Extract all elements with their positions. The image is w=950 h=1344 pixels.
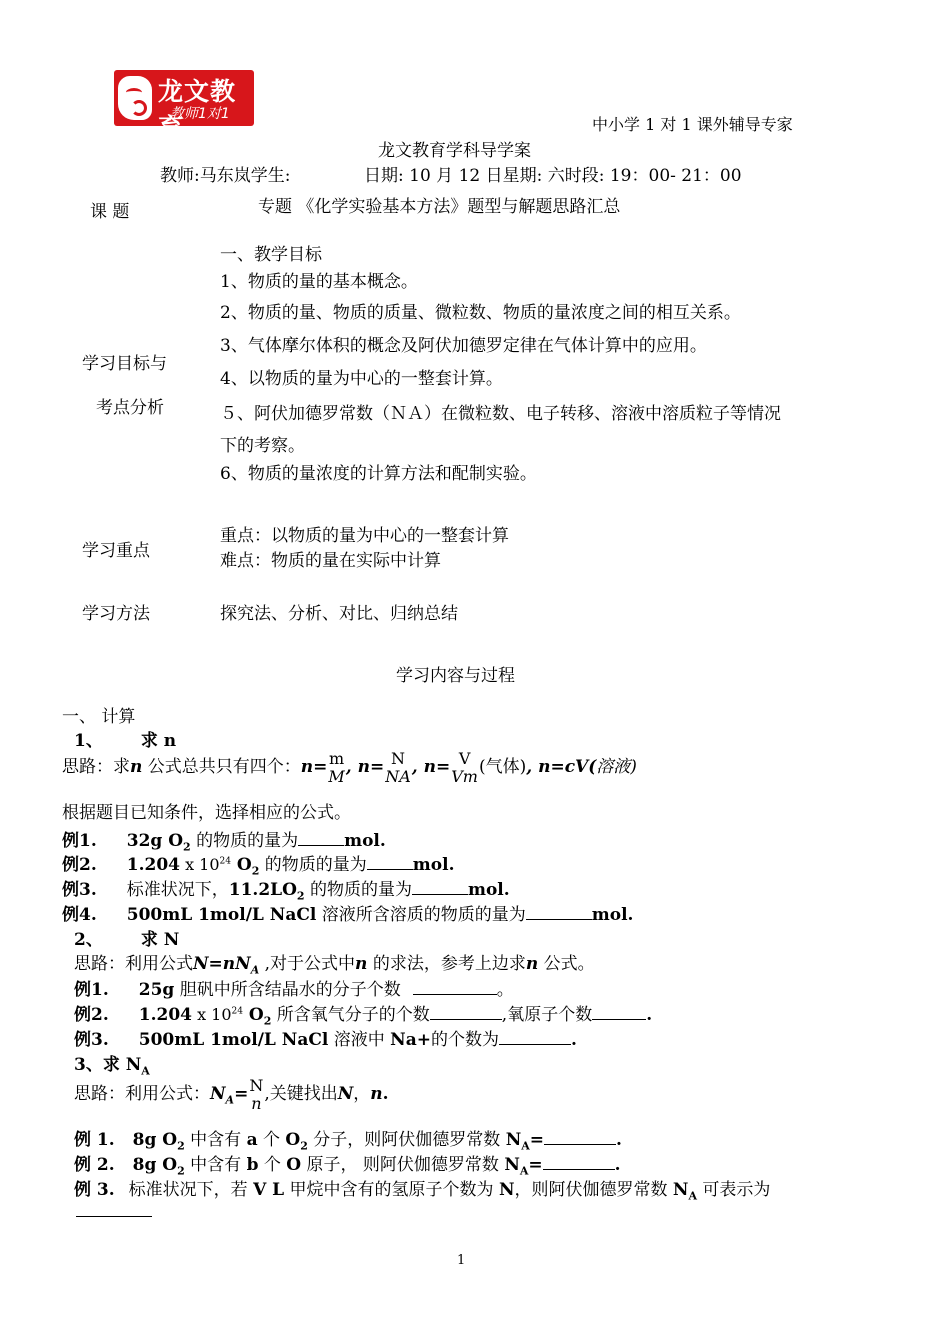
method-value: 探究法、分析、对比、归纳总结 bbox=[220, 604, 458, 624]
goal-item: 2、物质的量、物质的质量、微粒数、物质的量浓度之间的相互关系。 bbox=[220, 303, 741, 323]
content-title: 学习内容与过程 bbox=[396, 666, 515, 686]
topic-label: 课 题 bbox=[90, 202, 130, 222]
subsection-2: 2、 求 N bbox=[74, 930, 180, 950]
formula-line-2: 思路：利用公式$N=nN_A$ ,对于公式中n 的求法，参考上边求n 公式。 bbox=[74, 954, 595, 977]
answer-blank[interactable] bbox=[412, 880, 468, 895]
goal-item: 1、物质的量的基本概念。 bbox=[220, 272, 418, 292]
goal-item: 4、以物质的量为中心的一整套计算。 bbox=[220, 369, 503, 389]
example-2-1: 例1. 25g 胆矾中所含结晶水的分子个数 。 bbox=[74, 980, 514, 1000]
example-3-1: 例 1. 8g $O_2$ 中含有 a 个 $O_2$ 分子，则阿伏伽德罗常数 $N_A=$ . bbox=[74, 1130, 622, 1153]
section-heading: 一、 计算 bbox=[62, 707, 136, 727]
fraction-N-over-n: N n bbox=[249, 1076, 264, 1113]
focus-difficult: 难点：物质的量在实际中计算 bbox=[220, 551, 441, 571]
example-1-4: 例4. 500mL 1mol/L NaCl 溶液所含溶质的物质的量为 mol. bbox=[62, 905, 634, 925]
answer-blank[interactable] bbox=[413, 980, 497, 995]
answer-blank[interactable] bbox=[298, 831, 344, 846]
header-tagline: 中小学 1 对 1 课外辅导专家 bbox=[592, 115, 793, 134]
answer-blank[interactable] bbox=[543, 1155, 615, 1170]
answer-blank[interactable] bbox=[76, 1200, 152, 1217]
answer-blank[interactable] bbox=[430, 1005, 502, 1020]
answer-blank[interactable] bbox=[592, 1005, 646, 1020]
example-1-1: 例1. 32g $O_2$ 的物质的量为 mol. bbox=[62, 831, 386, 854]
fraction-m-over-M: m M bbox=[328, 749, 345, 786]
example-3-2: 例 2. 8g $O_2$ 中含有 b 个 O 原子， 则阿伏伽德罗常数 $N_A=$ . bbox=[74, 1155, 621, 1178]
subsection-3: 3、求 $N_A$ bbox=[74, 1055, 150, 1078]
answer-blank[interactable] bbox=[526, 905, 592, 920]
answer-blank[interactable] bbox=[544, 1130, 616, 1145]
teacher-student-line: 教师:马东岚学生: bbox=[160, 166, 291, 186]
formula-line-3: 思路：利用公式：$N_A=$ N n ,关键找出N，n. bbox=[74, 1076, 389, 1113]
page-number: 1 bbox=[457, 1253, 466, 1268]
goal-item: 下的考察。 bbox=[220, 436, 305, 456]
formula-line-1: 思路：求n 公式总共只有四个：n= m M , n= N NA , n= V Vm (气体), n=cV(溶液) bbox=[62, 749, 637, 786]
example-2-3: 例3. 500mL 1mol/L NaCl 溶液中 Na+的个数为 . bbox=[74, 1030, 577, 1050]
date-line: 日期: 10 月 12 日星期: 六时段: 19：00- 21：00 bbox=[364, 166, 742, 186]
logo-face-icon bbox=[118, 76, 152, 120]
example-1-3: 例3. 标准状况下，$11.2LO_2$ 的物质的量为 mol. bbox=[62, 880, 510, 903]
goals-label-line2: 考点分析 bbox=[96, 398, 164, 418]
choose-formula-text: 根据题目已知条件，选择相应的公式。 bbox=[62, 803, 351, 823]
example-2-2: 例2. 1.204 x $10^{24}$ $O_2$ 所含氧气分子的个数 ,氧原子个数 . bbox=[74, 1005, 653, 1028]
focus-label: 学习重点 bbox=[82, 541, 150, 561]
method-label: 学习方法 bbox=[82, 604, 150, 624]
example-3-3: 例 3. 标准状况下，若 V L 甲烷中含有的氢原子个数为 N，则阿伏伽德罗常数 $N_A$ 可表示为 bbox=[74, 1180, 771, 1203]
logo-name: 龙文教育 bbox=[158, 77, 237, 142]
subsection-1: 1、 求 n bbox=[74, 731, 177, 751]
goal-item: ５、阿伏加德罗常数（ＮＡ）在微粒数、电子转移、溶液中溶质粒子等情况 bbox=[220, 404, 781, 424]
fraction-N-over-NA: N NA bbox=[385, 749, 411, 786]
logo-slogan: 教师1对1 bbox=[170, 106, 230, 122]
company-logo bbox=[114, 70, 254, 142]
example-1-2: 例2. 1.204 x $10^{24}$ $O_2$ 的物质的量为 mol. bbox=[62, 855, 455, 878]
topic-value: 专题 《化学实验基本方法》题型与解题思路汇总 bbox=[258, 197, 621, 217]
fraction-V-over-Vm: V Vm bbox=[451, 749, 478, 786]
focus-key: 重点：以物质的量为中心的一整套计算 bbox=[220, 526, 509, 546]
goals-heading: 一、教学目标 bbox=[220, 245, 322, 265]
goals-label-line1: 学习目标与 bbox=[82, 354, 167, 374]
goal-item: 3、气体摩尔体积的概念及阿伏加德罗定律在气体计算中的应用。 bbox=[220, 336, 707, 356]
document-title: 龙文教育学科导学案 bbox=[378, 141, 531, 161]
answer-blank[interactable] bbox=[499, 1030, 571, 1045]
goal-item: 6、物质的量浓度的计算方法和配制实验。 bbox=[220, 464, 537, 484]
answer-blank[interactable] bbox=[367, 855, 413, 870]
